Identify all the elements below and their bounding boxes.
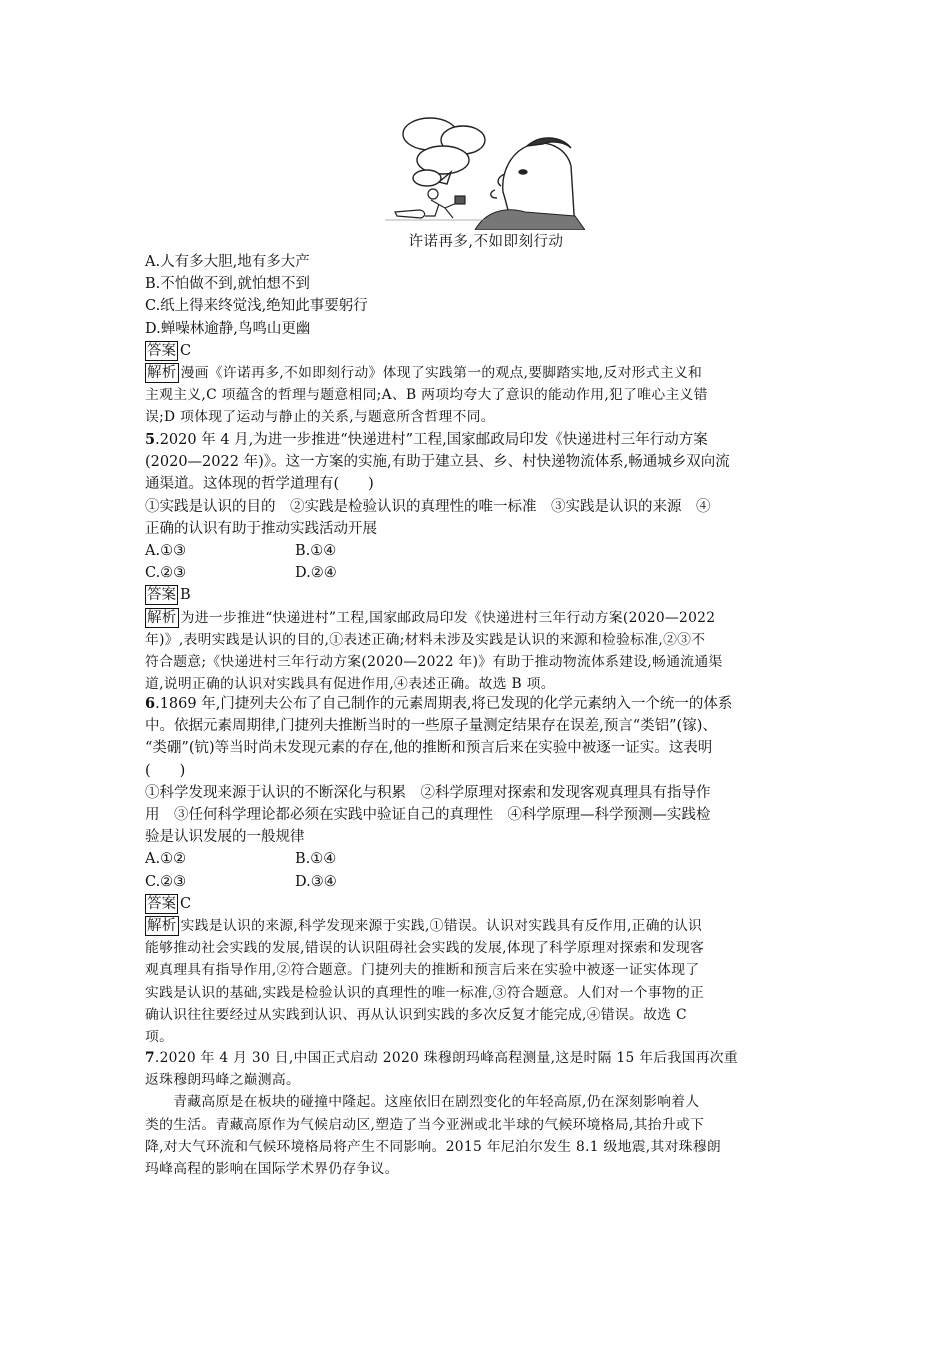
analysis-line: 实践是认识的基础,实践是检验认识的真理性的唯一标准,③符合题意。人们对一个事物的正 (145, 984, 705, 1001)
analysis-tag: 解析 (147, 365, 177, 382)
analysis-tag: 解析 (147, 609, 177, 626)
stem-line: 6.1869 年,门捷列夫公布了自己制作的元素周期表,将已发现的化学元素纳入一个统一的体系 (145, 695, 733, 712)
answer-value: C (180, 895, 192, 912)
statement-line: ①科学发现来源于认识的不断深化与积累 ②科学原理对探索和发现客观真理具有指导作 (145, 784, 711, 801)
analysis-line: 解析 漫画《许诺再多,不如即刻行动》体现了实践第一的观点,要脚踏实地,反对形式主义和 (147, 365, 703, 382)
question-number: 7 (145, 1050, 155, 1066)
answer-tag: 答案 (147, 342, 176, 359)
question-7-block (145, 1047, 810, 1180)
stem-line: 5.2020 年 4 月,为进一步推进“快递进村”工程,国家邮政局印发《快递进村三年行动方案 (145, 431, 708, 448)
option-b: B.不怕做不到,就怕想不到 (145, 276, 310, 293)
answer-row (145, 340, 810, 362)
analysis-line: 解析 实践是认识的来源,科学发现来源于实践,①错误。认识对实践具有反作用,正确的认识 (147, 918, 703, 934)
question-number: 6 (145, 695, 156, 712)
answer-value: B (180, 587, 191, 604)
running-man-icon (425, 189, 465, 218)
option-a: A.①③ (145, 543, 187, 560)
answer-value: C (180, 342, 192, 359)
analysis-line: 年)》,表明实践是认识的目的,①表述正确;材料未涉及实践是认识的来源和检验标准,②③不 (145, 631, 706, 648)
analysis-tag: 解析 (147, 918, 177, 934)
statement-line: 验是认识发展的一般规律 (145, 829, 305, 846)
stem-line: 返珠穆朗玛峰之巅测高。 (145, 1072, 301, 1089)
cartoon-illustration (385, 112, 585, 230)
analysis-line: 观真理具有指导作用,②符合题意。门捷列夫的推断和预言后来在实验中被逐一证实体现了 (145, 962, 700, 979)
option-d: D.③④ (295, 873, 337, 890)
question-5-block (145, 429, 810, 695)
question-6-block (145, 693, 810, 1048)
analysis-line: 确认识往往要经过从实践到认识、再从认识到实践的多次反复才能完成,④错误。故选 C (145, 1006, 687, 1023)
cartoon-caption: 许诺再多,不如即刻行动 (408, 234, 564, 250)
option-a: A.①② (145, 851, 187, 868)
option-d: D.蝉噪林逾静,鸟鸣山更幽 (145, 320, 311, 337)
stem-line: ( ) (145, 762, 186, 779)
answer-row (145, 893, 810, 915)
stem-line: (2020—2022 年)》。这一方案的实施,有助于建立县、乡、村快递物流体系,畅通城乡双向流 (145, 454, 730, 471)
analysis-line: 项。 (145, 1029, 174, 1046)
material-line: 青藏高原是在板块的碰撞中隆起。这座依旧在剧烈变化的年轻高原,仍在深刻影响着人 (145, 1094, 700, 1111)
option-c: C.②③ (145, 873, 187, 890)
stem-line: 通渠道。这体现的哲学道理有( ) (145, 476, 374, 493)
analysis-line: 主观主义,C 项蕴含的哲理与题意相同;A、B 两项均夸大了意识的能动作用,犯了唯心主义错 (145, 387, 708, 404)
option-c: C.纸上得来终觉浅,绝知此事要躬行 (145, 298, 368, 315)
statement-line: 正确的认识有助于推动实践活动开展 (145, 520, 377, 537)
question-number: 5 (145, 431, 156, 448)
analysis-line: 解析 为进一步推进“快递进村”工程,国家邮政局印发《快递进村三年行动方案(2020—2022 (147, 609, 716, 626)
option-b: B.①④ (295, 851, 337, 868)
statement-line: ①实践是认识的目的 ②实践是检验认识的真理性的唯一标准 ③实践是认识的来源 ④ (145, 498, 711, 515)
answer-tag: 答案 (147, 895, 176, 912)
option-b: B.①④ (295, 543, 337, 560)
answer-row (145, 584, 810, 606)
material-line: 降,对大气环流和气候环境格局将产生不同影响。2015 年尼泊尔发生 8.1 级地震,其对珠穆朗 (145, 1138, 721, 1155)
answer-tag: 答案 (147, 587, 176, 604)
options-row (145, 871, 810, 893)
analysis-line: 误;D 项体现了运动与静止的关系,与题意所含哲理不同。 (145, 409, 495, 426)
options-row (145, 848, 810, 870)
analysis-line: 符合题意;《快递进村三年行动方案(2020—2022 年)》有助于推动物流体系建设,畅通流通渠 (145, 654, 723, 670)
option-a: A.人有多大胆,地有多大产 (145, 254, 310, 270)
options-row (145, 540, 810, 562)
stem-line: 7.2020 年 4 月 30 日,中国正式启动 2020 珠穆朗玛峰高程测量,这是时隔 15 年后我国再次重 (145, 1050, 738, 1066)
option-c: C.②③ (145, 565, 187, 582)
speech-bubbles-icon (403, 118, 485, 186)
options-row (145, 562, 810, 584)
statement-line: 用 ③任何科学理论都必须在实践中验证自己的真理性 ④科学原理—科学预测—实践检 (145, 807, 711, 824)
material-line: 类的生活。青藏高原作为气候启动区,塑造了当今亚洲或北半球的气候环境格局,其抬升或下 (145, 1116, 705, 1133)
option-d: D.②④ (295, 565, 337, 582)
analysis-line: 道,说明正确的认识对实践具有促进作用,④表述正确。故选 B 项。 (145, 676, 555, 693)
question-4-block (145, 251, 810, 429)
analysis-line: 能够推动社会实践的发展,错误的认识阻碍社会实践的发展,体现了科学原理对探索和发现客 (145, 940, 705, 957)
stem-line: 中。依据元素周期律,门捷列夫推断当时的一些原子量测定结果存在误差,预言“类铝”(镓)、 (145, 718, 717, 735)
pointing-hand-icon (395, 210, 425, 218)
material-line: 玛峰高程的影响在国际学术界仍存争议。 (145, 1161, 399, 1178)
stem-line: “类硼”(钪)等当时尚未发现元素的存在,他的推断和预言后来在实验中被逐一证实。这表明 (145, 740, 713, 757)
